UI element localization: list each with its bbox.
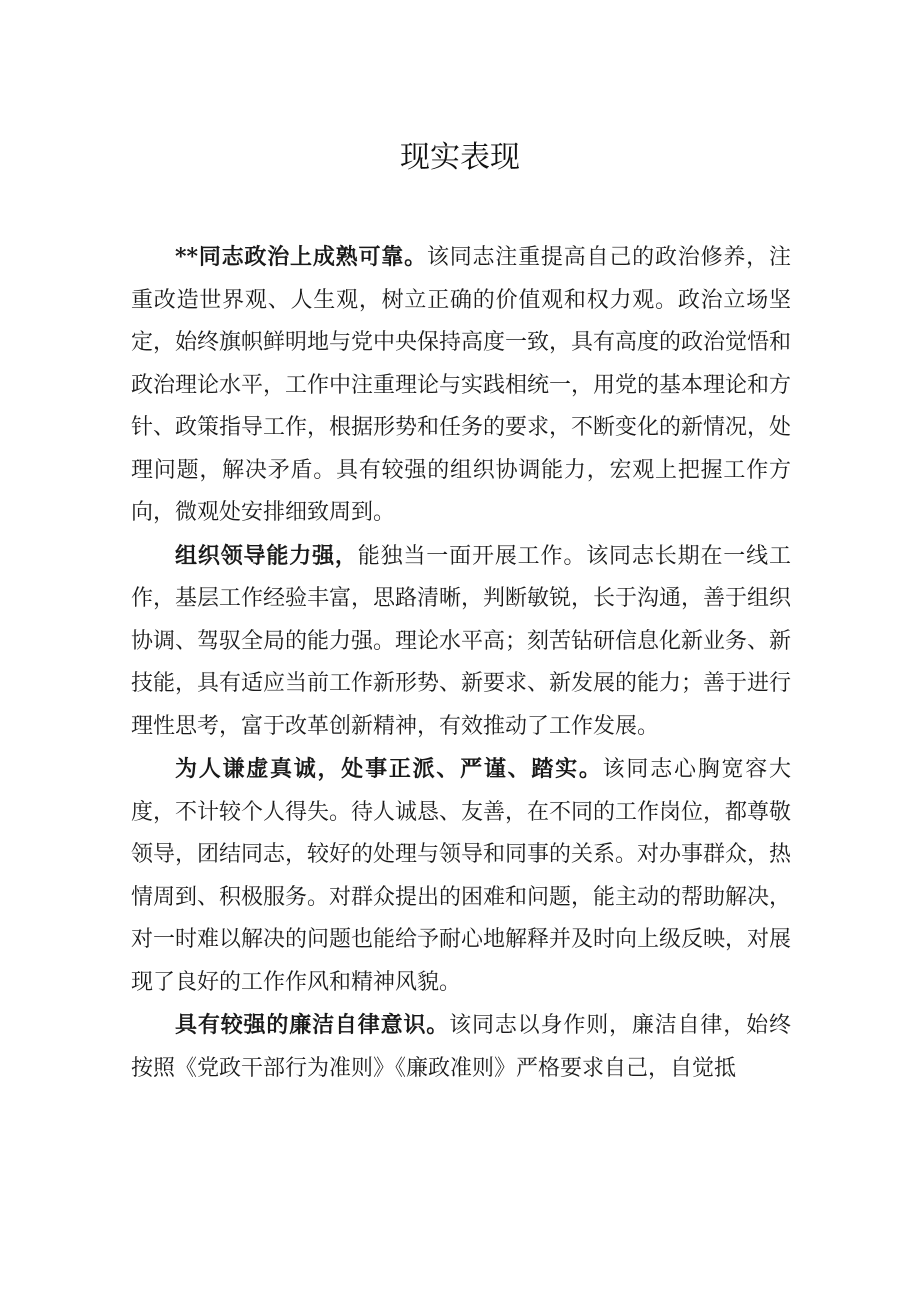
paragraph-lead: 组织领导能力强， [175, 542, 358, 569]
paragraph-lead: 为人谦虚真诚，处事正派、严谨、踏实。 [175, 756, 603, 782]
paragraph-lead: 具有较强的廉洁自律意识。 [175, 1012, 450, 1038]
paragraph-political-reliability [131, 236, 791, 535]
paragraph-text: 该同志以身作则，廉洁自律，始终按照《党政干部行为准则》《廉政准则》严格要求自己，自觉抵 [131, 1013, 791, 1081]
paragraph-integrity [131, 1004, 791, 1090]
paragraph-leadership-ability [131, 535, 791, 749]
paragraph-character [131, 748, 791, 1004]
paragraph-text: 该同志心胸宽容大度，不计较个人得失。待人诚恳、友善，在不同的工作岗位，都尊敬领导，团结同志，较好的处理与领导和同事的关系。对办事群众，热情周到、积极服务。对群众提出的困难和问题，能主动的帮助解决，对一时难以解决的问题也能给予耐心地解释并及时向上级反映，对展现了良好的工作作风和精神风貌。 [131, 757, 792, 995]
paragraph-text: 该同志注重提高自己的政治修养，注重改造世界观、人生观，树立正确的价值观和权力观。政治立场坚定，始终旗帜鲜明地与党中央保持高度一致，具有高度的政治觉悟和政治理论水平，工作中注重理论与实践相统一，用党的基本理论和方针、政策指导工作，根据形势和任务的要求，不断变化的新情况，处理问题，解决矛盾。具有较强的组织协调能力，宏观上把握工作方向，微观处安排细致周到。 [131, 245, 792, 525]
paragraph-text: 能独当一面开展工作。该同志长期在一线工作，基层工作经验丰富，思路清晰，判断敏锐，长于沟通，善于组织协调、驾驭全局的能力强。理论水平高；刻苦钻研信息化新业务、新技能，具有适应当前工作新形势、新要求、新发展的能力；善于进行理性思考，富于改革创新精神，有效推动了工作发展。 [131, 543, 792, 739]
document-title: 现实表现 [400, 140, 520, 175]
paragraph-lead: **同志政治上成熟可靠。 [175, 244, 427, 270]
document-body [131, 236, 791, 1090]
